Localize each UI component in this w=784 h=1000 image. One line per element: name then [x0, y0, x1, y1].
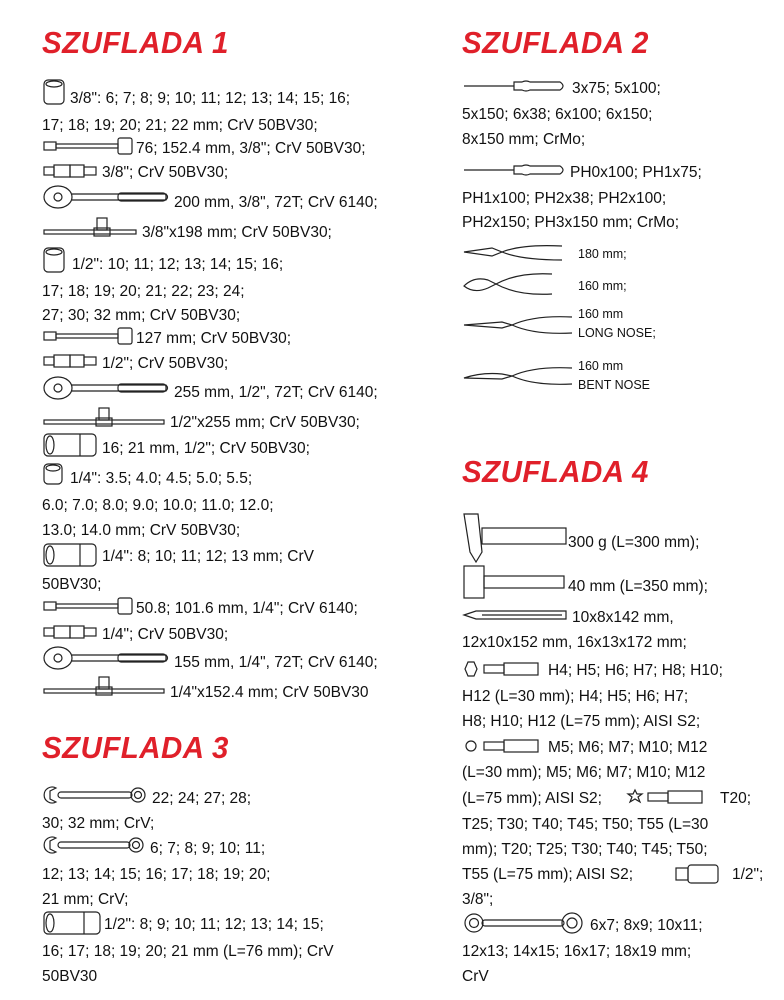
drawer-1-line: 76; 152.4 mm, 3/8"; CrV 50BV30;	[136, 140, 366, 157]
drawer-2-line: 160 mm	[578, 359, 624, 373]
spline-bit-icon	[462, 737, 542, 755]
drawer-3-line: 30; 32 mm; CrV;	[42, 815, 155, 832]
drawer-3-line: 21 mm; CrV;	[42, 891, 129, 908]
drawer-3-title: SZUFLADA 3	[42, 730, 229, 765]
drawer-1-line: 3/8"; CrV 50BV30;	[102, 164, 229, 181]
drawer-1-line: 3/8": 6; 7; 8; 9; 10; 11; 12; 13; 14; 15; 16;	[70, 90, 351, 107]
phillips-screwdriver-icon	[462, 162, 568, 178]
drawer-4-line: mm); T20; T25; T30; T40; T45; T50;	[462, 841, 708, 858]
drawer-4-line: M5; M6; M7; M10; M12	[548, 739, 708, 756]
drawer-2-line: 160 mm;	[578, 279, 627, 293]
hammer-icon	[462, 510, 568, 566]
drawer-1-line: 155 mm, 1/4", 72T; CrV 6140;	[174, 654, 378, 671]
socket-icon	[42, 78, 66, 106]
socket-icon	[42, 246, 66, 274]
hex-bit-icon	[462, 660, 542, 678]
drawer-1-line: 27; 30; 32 mm; CrV 50BV30;	[42, 307, 241, 324]
drawer-1-line: 255 mm, 1/2", 72T; CrV 6140;	[174, 384, 378, 401]
drawer-4-line: T55 (L=75 mm); AISI S2;	[462, 866, 633, 883]
drawer-4-title: SZUFLADA 4	[462, 454, 649, 489]
combination-wrench-icon	[42, 835, 146, 855]
ratchet-icon	[42, 184, 170, 210]
universal-joint-icon	[42, 623, 98, 641]
diagonal-cutter-icon	[462, 270, 556, 298]
t-bar-icon	[42, 406, 166, 430]
drawer-1-title: SZUFLADA 1	[42, 25, 229, 60]
drawer-2-line: 160 mm	[578, 307, 624, 321]
drawer-1-line: 50BV30;	[42, 576, 102, 593]
drawer-3-line: 6; 7; 8; 9; 10; 11;	[150, 840, 266, 857]
drawer-1-line: 17; 18; 19; 20; 21; 22; 23; 24;	[42, 283, 245, 300]
drawer-3-line: 16; 17; 18; 19; 20; 21 mm (L=76 mm); CrV	[42, 943, 334, 960]
bent-nose-pliers-icon	[462, 364, 576, 388]
drawer-1-line: 13.0; 14.0 mm; CrV 50BV30;	[42, 522, 241, 539]
drawer-1-line: 1/4": 3.5; 4.0; 4.5; 5.0; 5.5;	[70, 470, 253, 487]
drawer-1-line: 1/4"; CrV 50BV30;	[102, 626, 229, 643]
drawer-1-line: 3/8"x198 mm; CrV 50BV30;	[142, 224, 332, 241]
bit-adapter-icon	[674, 862, 724, 886]
drawer-1-line: 1/2"; CrV 50BV30;	[102, 355, 229, 372]
drawer-4-line: 12x13; 14x15; 16x17; 18x19 mm;	[462, 943, 692, 960]
drawer-2-line: LONG NOSE;	[578, 326, 656, 340]
torx-bit-icon	[626, 788, 708, 806]
drawer-1-line: 127 mm; CrV 50BV30;	[136, 330, 292, 347]
chisel-icon	[462, 605, 570, 625]
flat-screwdriver-icon	[462, 78, 568, 94]
deep-socket-icon	[42, 910, 102, 936]
drawer-1-line: 1/4": 8; 10; 11; 12; 13 mm; CrV	[102, 548, 314, 565]
drawer-3-line: 1/2": 8; 9; 10; 11; 12; 13; 14; 15;	[104, 916, 324, 933]
drawer-4-line: 10x8x142 mm,	[572, 609, 674, 626]
drawer-4-line: CrV	[462, 968, 489, 985]
drawer-4-line: H8; H10; H12 (L=75 mm); AISI S2;	[462, 713, 701, 730]
drawer-2-line: PH1x100; PH2x38; PH2x100;	[462, 190, 667, 207]
drawer-1-line: 17; 18; 19; 20; 21; 22 mm; CrV 50BV30;	[42, 117, 318, 134]
drawer-4-line: 1/2";	[732, 866, 764, 883]
combination-pliers-icon	[462, 240, 568, 266]
drawer-2-line: PH0x100; PH1x75;	[570, 164, 702, 181]
drawer-2-line: PH2x150; PH3x150 mm; CrMo;	[462, 214, 680, 231]
drawer-3-line: 50BV30	[42, 968, 98, 985]
drawer-4-line: T25; T30; T40; T45; T50; T55 (L=30	[462, 816, 709, 833]
drawer-1-line: 1/2": 10; 11; 12; 13; 14; 15; 16;	[72, 256, 284, 273]
deep-socket-icon	[42, 542, 98, 568]
drawer-4-line: 6x7; 8x9; 10x11;	[590, 917, 703, 934]
drawer-1-line: 50.8; 101.6 mm, 1/4"; CrV 6140;	[136, 600, 358, 617]
drawer-2-line: 3x75; 5x100;	[572, 80, 661, 97]
drawer-4-line: H12 (L=30 mm); H4; H5; H6; H7;	[462, 688, 689, 705]
drawer-1-line: 16; 21 mm, 1/2"; CrV 50BV30;	[102, 440, 310, 457]
drawer-2-line: 180 mm;	[578, 247, 627, 261]
drawer-1-line: 200 mm, 3/8", 72T; CrV 6140;	[174, 194, 378, 211]
drawer-3-line: 12; 13; 14; 15; 16; 17; 18; 19; 20;	[42, 866, 271, 883]
drawer-4-line: (L=30 mm); M5; M6; M7; M10; M12	[462, 764, 706, 781]
ratchet-icon	[42, 645, 170, 671]
drawer-4-line: 40 mm (L=350 mm);	[568, 578, 708, 595]
extension-bar-icon	[42, 595, 134, 617]
drawer-4-line: 300 g (L=300 mm);	[568, 534, 700, 551]
drawer-1-line: 1/2"x255 mm; CrV 50BV30;	[170, 414, 360, 431]
drawer-4-line: H4; H5; H6; H7; H8; H10;	[548, 662, 723, 679]
drawer-2-title: SZUFLADA 2	[462, 25, 649, 60]
deep-socket-icon	[42, 432, 98, 458]
extension-bar-icon	[42, 135, 134, 157]
socket-icon	[42, 462, 64, 486]
drawer-1-line: 1/4"x152.4 mm; CrV 50BV30	[170, 684, 369, 701]
drawer-1-line: 6.0; 7.0; 8.0; 9.0; 10.0; 11.0; 12.0;	[42, 497, 274, 514]
drawer-4-line: T20;	[720, 790, 752, 807]
drawer-4-line: 12x10x152 mm, 16x13x172 mm;	[462, 634, 687, 651]
combination-wrench-icon	[42, 785, 148, 805]
long-nose-pliers-icon	[462, 313, 576, 337]
drawer-2-line: 5x150; 6x38; 6x100; 6x150;	[462, 106, 653, 123]
universal-joint-icon	[42, 162, 98, 180]
extension-bar-icon	[42, 325, 134, 347]
drawer-3-line: 22; 24; 27; 28;	[152, 790, 252, 807]
universal-joint-icon	[42, 352, 98, 370]
ring-wrench-icon	[462, 912, 586, 934]
drawer-2-line: 8x150 mm; CrMo;	[462, 131, 586, 148]
mallet-icon	[462, 564, 568, 600]
t-bar-icon	[42, 216, 138, 240]
drawer-4-line: 3/8";	[462, 891, 494, 908]
ratchet-icon	[42, 375, 170, 401]
t-bar-icon	[42, 675, 166, 699]
drawer-2-line: BENT NOSE	[578, 378, 651, 392]
drawer-4-line: (L=75 mm); AISI S2;	[462, 790, 602, 807]
